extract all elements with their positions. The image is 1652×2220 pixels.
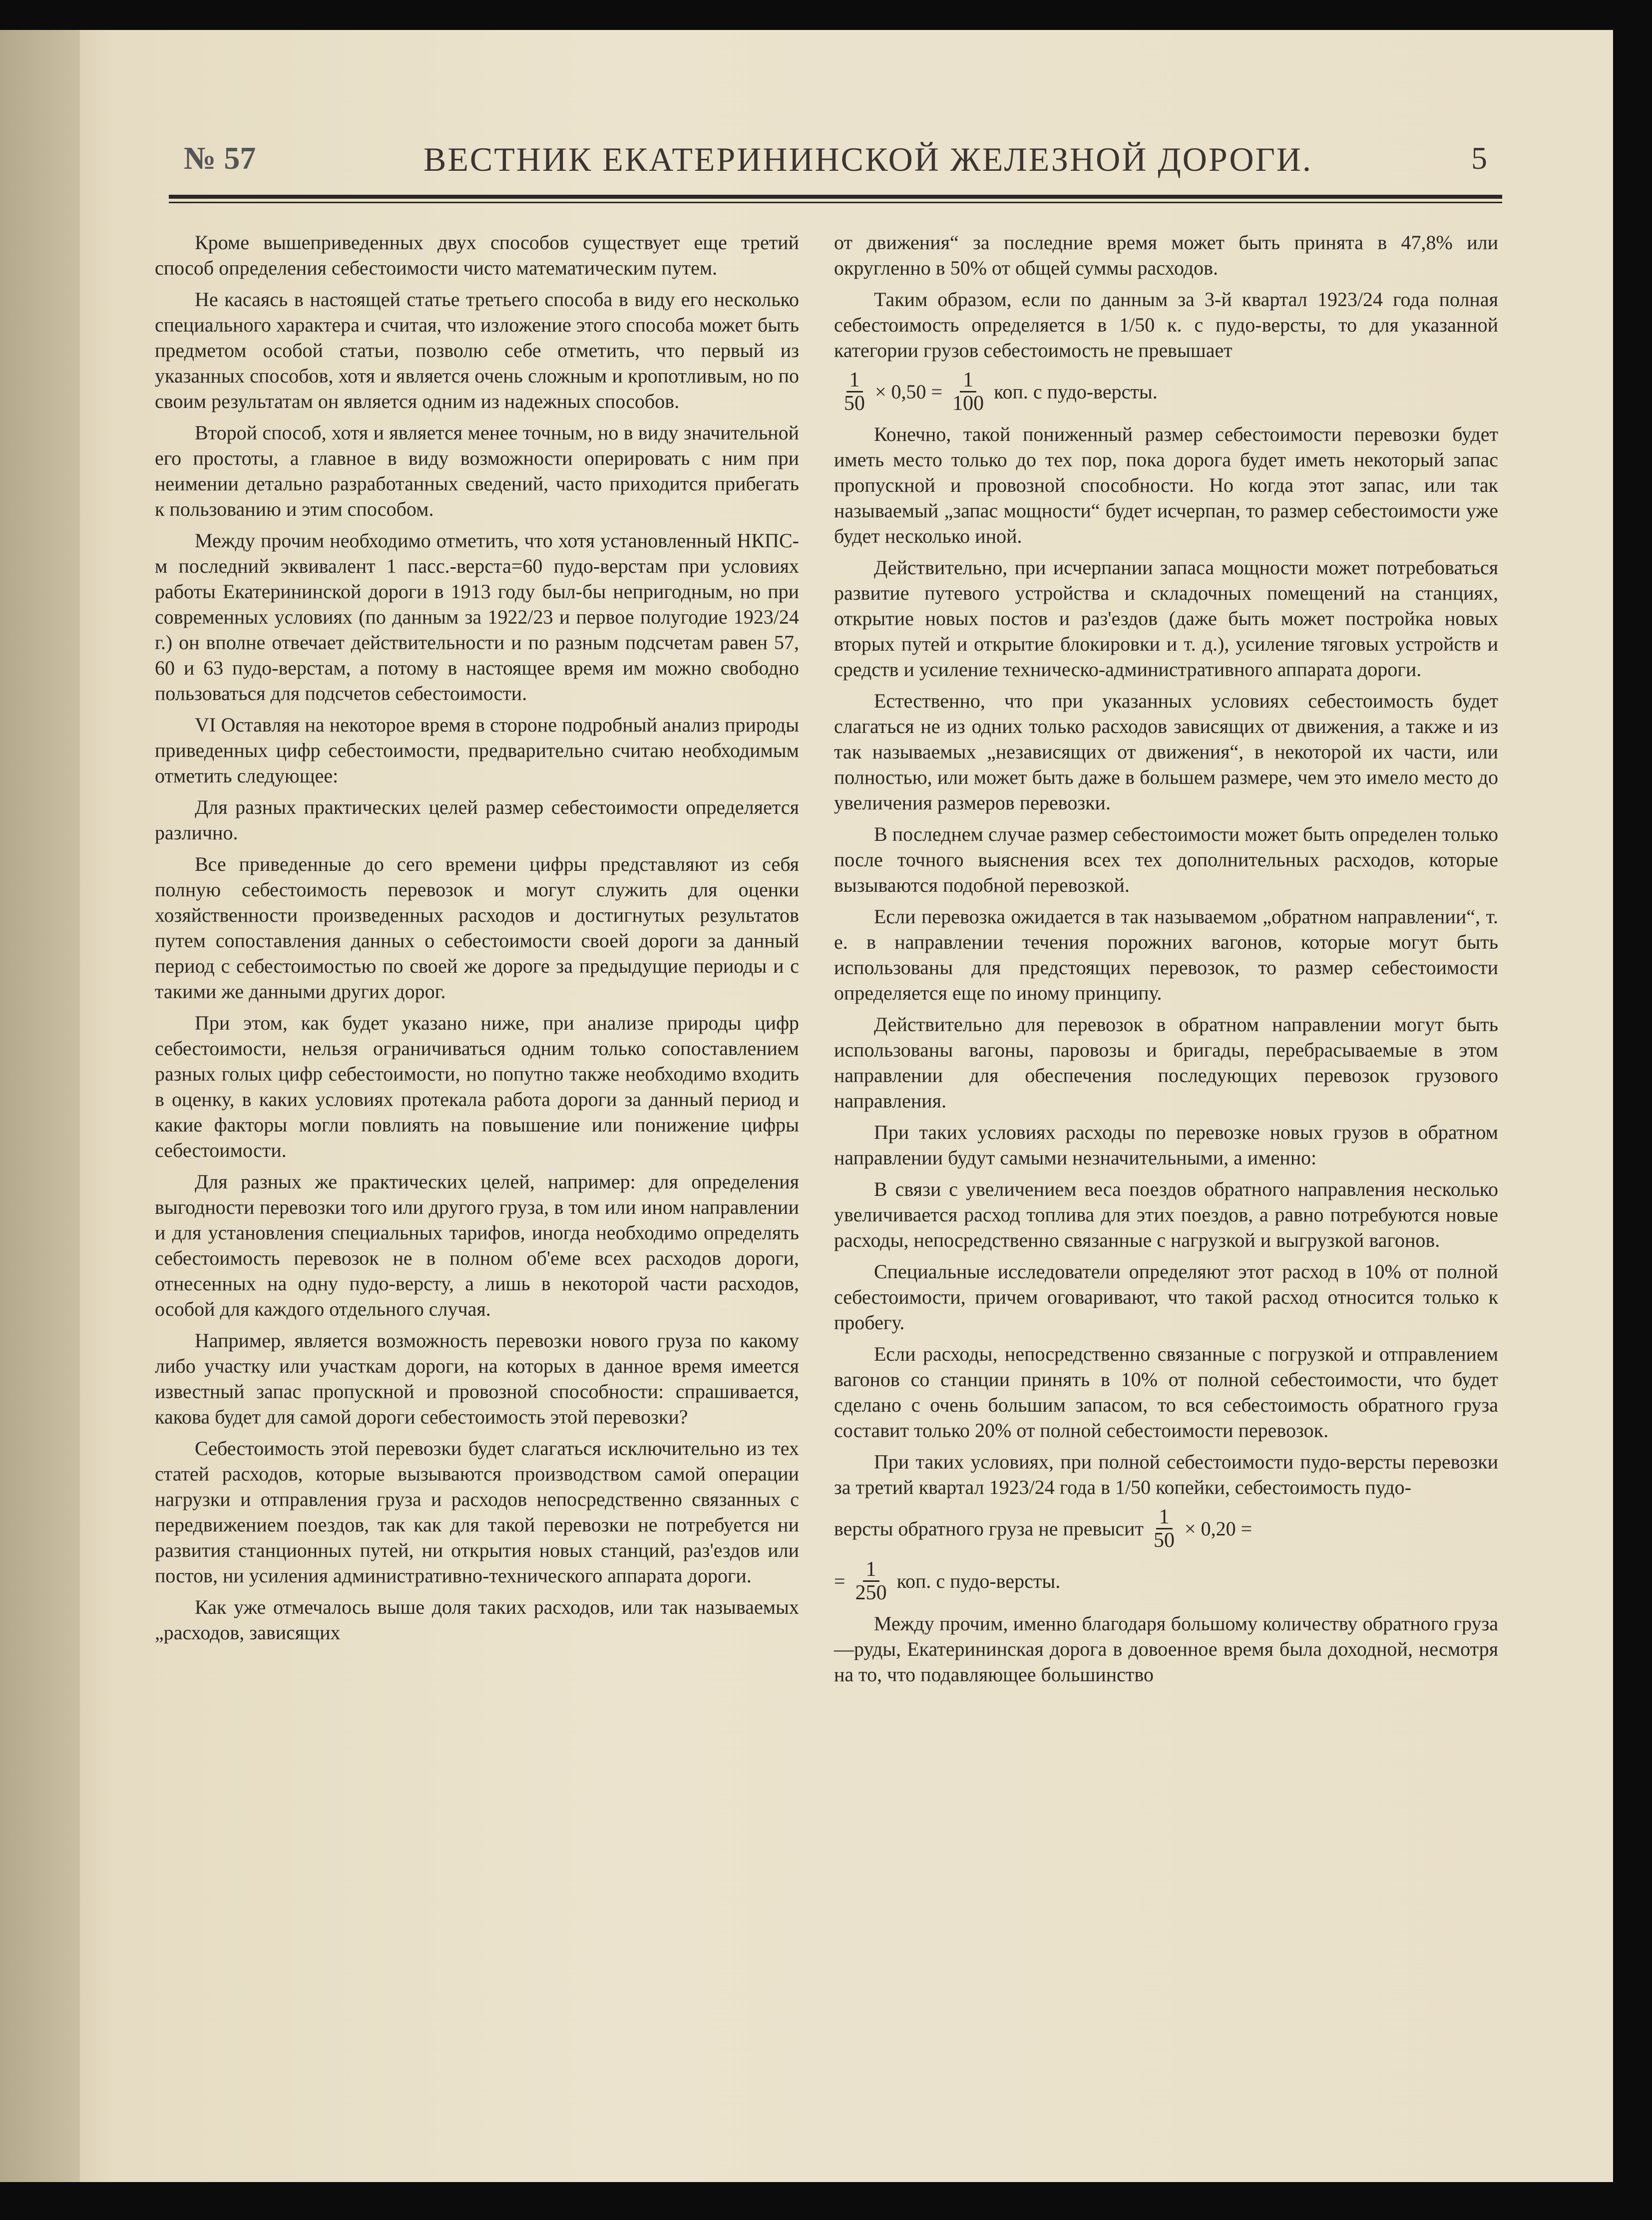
- paragraph: Для разных практических целей размер себестоимости определяется различно.: [155, 796, 799, 844]
- denominator: 100: [952, 392, 984, 415]
- formula-text: версты обратного груза не превысит: [834, 1517, 1144, 1540]
- formula-return-cargo: [834, 1506, 1498, 1551]
- journal-title: ВЕСТНИК ЕКАТЕРИНИНСКОЙ ЖЕЛЕЗНОЙ ДОРОГИ.: [423, 140, 1313, 178]
- paragraph: Не касаясь в настоящей статье третьего способа в виду его несколько специального характера и считая, что изложение этого способа может быть предметом особой статьи, позволю себе отметить, что первый из указанных способов, хотя и является очень сложным и кропотливым, но по своим результатам он является одним из надежных способов.: [155, 288, 799, 412]
- paragraph: Действительно для перевозок в обратном направлении могут быть использованы вагоны, паровозы и бригады, перебрасываемые в этом направлении для обеспечения последующих перевозок грузового направления.: [834, 1013, 1498, 1112]
- paragraph: Если расходы, непосредственно связанные с погрузкой и отправлением вагонов со станции принять в 10% от полной себестоимости, что будет сделано с очень большим запасом, то вся себестоимость обратного груза составит только 20% от полной себестоимости перевозок.: [834, 1343, 1498, 1442]
- fraction: [841, 369, 868, 414]
- journal-page: [0, 30, 1613, 2182]
- paragraph: При таких условиях расходы по перевозке новых грузов в обратном направлении будут самыми незначительными, а именно:: [834, 1121, 1498, 1169]
- header-rule-thin: [169, 202, 1502, 203]
- paragraph: Для разных же практических целей, например: для определения выгодности перевозки того или другого груза, в том или ином направлении и для установления специальных тарифов, иногда необходимо определять себестоимость перевозок не в полном об'еме всех расходов дороги, отнесенных на одну пудо-версту, а лишь в некоторой части расходов, особой для каждого отдельного случая.: [155, 1170, 799, 1320]
- paragraph: В связи с увеличением веса поездов обратного направления несколько увеличивается расход топлива для этих поездов, а равно потребуются новые расходы, непосредственно связанные с нагрузкой и выгрузкой вагонов.: [834, 1178, 1498, 1251]
- formula-operator: × 0,20 =: [1185, 1517, 1252, 1540]
- page-header: [159, 140, 1507, 185]
- page-number: 5: [1471, 140, 1487, 176]
- paragraph: Таким образом, если по данным за 3-й квартал 1923/24 года полная себестоимость определяется в 1/50 к. с пудо-версты, то для указанной категории грузов себестоимость не превышает: [834, 288, 1498, 362]
- formula-unit: коп. с пудо-версты.: [896, 1570, 1061, 1592]
- left-column: [155, 230, 799, 2177]
- numerator: 1: [846, 369, 863, 392]
- formula-operator: × 0,50 =: [875, 380, 943, 403]
- formula-operator: =: [834, 1570, 845, 1592]
- paragraph: При таких условиях, при полной себестоимости пудо-версты перевозки за третий квартал 1923/24 года в 1/50 копейки, себестоимость пудо-: [834, 1451, 1498, 1498]
- formula-return-cargo-result: [834, 1558, 1498, 1604]
- fraction: [1151, 1506, 1178, 1551]
- numerator: 1: [1156, 1506, 1173, 1529]
- paragraph: Конечно, такой пониженный размер себестоимости перевозки будет иметь место только до тех пор, пока дорога будет иметь некоторый запас пропускной и провозной способности. Но когда этот запас, или так называемый „запас мощности“ будет исчерпан, то размер себестоимости уже будет несколько иной.: [834, 423, 1498, 547]
- paragraph: VI Оставляя на некоторое время в стороне подробный анализ природы приведенных цифр себестоимости, предварительно считаю необходимым отметить следующее:: [155, 714, 799, 787]
- adjacent-page-edge: [0, 30, 80, 2182]
- right-column: [834, 230, 1498, 2177]
- numerator: 1: [863, 1558, 879, 1582]
- paragraph: от движения“ за последние время может быть принята в 47,8% или округленно в 50% от общей суммы расходов.: [834, 231, 1498, 279]
- fraction: [852, 1558, 890, 1604]
- paragraph: Кроме вышеприведенных двух способов существует еще третий способ определения себестоимости чисто математическим путем.: [155, 231, 799, 279]
- numerator: 1: [960, 369, 976, 392]
- denominator: 50: [844, 392, 865, 415]
- denominator: 50: [1154, 1529, 1175, 1552]
- paragraph: Все приведенные до сего времени цифры представляют из себя полную себестоимость перевозок и могут служить для оценки хозяйственности произведенных расходов и достигнутых результатов путем сопоставления данных о себестоимости своей дороги за данный период с себестоимостью по своей же дороге за предыдущие периоды и с такими же данными других дорог.: [155, 853, 799, 1003]
- issue-number: № 57: [184, 140, 256, 176]
- paragraph: Естественно, что при указанных условиях себестоимость будет слагаться не из одних только расходов зависящих от движения, а также и из так называемых „независящих от движения“, в некоторой их части, или полностью, или может быть даже в большем размере, чем это имело место до увеличения размеров перевозки.: [834, 690, 1498, 814]
- paragraph: При этом, как будет указано ниже, при анализе природы цифр себестоимости, нельзя ограничиваться одним только сопоставлением разных голых цифр себестоимости, но попутно также необходимо входить в оценку, в каких условиях протекала работа дороги за данный период и какие факторы могли повлиять на повышение или понижение цифры себестоимости.: [155, 1012, 799, 1161]
- paragraph: Если перевозка ожидается в так называемом „обратном направлении“, т. е. в направлении течения порожних вагонов, которые могут быть использованы для предстоящих перевозок, то размер себестоимости определяется еще по иному принципу.: [834, 905, 1498, 1004]
- paragraph: Специальные исследователи определяют этот расход в 10% от полной себестоимости, причем оговаривают, что такой расход относится только к пробегу.: [834, 1260, 1498, 1334]
- paragraph: Между прочим, именно благодаря большому количеству обратного груза—руды, Екатерининская дорога в довоенное время была доходной, несмотря на то, что подавляющее большинство: [834, 1612, 1498, 1686]
- paragraph: Как уже отмечалось выше доля таких расходов, или так называемых „расходов, зависящих: [155, 1596, 799, 1644]
- paragraph: Между прочим необходимо отметить, что хотя установленный НКПС-м последний эквивалент 1 пасс.-верста=60 пудо-верстам при условиях работы Екатерининской дороги в 1913 году был-бы непригодным, но при современных условиях (по данным за 1922/23 и первое полугодие 1923/24 г.) он вполне отвечает действительности и по разным подсчетам равен 57, 60 и 63 пудо-верстам, а потому в настоящее время им можно свободно пользоваться для подсчетов себестоимости.: [155, 529, 799, 705]
- formula-unit: коп. с пудо-версты.: [994, 380, 1158, 403]
- denominator: 250: [855, 1581, 887, 1604]
- paragraph: Второй способ, хотя и является менее точным, но в виду значительной его простоты, а главное в виду возможности оперировать с ним при неимении детально разработанных сведений, часто приходится прибегать к пользованию и этим способом.: [155, 421, 799, 520]
- paragraph: В последнем случае размер себестоимости может быть определен только после точного выяснения всех тех дополнительных расходов, которые вызываются подобной перевозкой.: [834, 823, 1498, 896]
- paragraph: Например, является возможность перевозки нового груза по какому либо участку или участкам дороги, на которых в данное время имеется известный запас пропускной и провозной способности: спрашивается, какова будет для самой дороги себестоимость этой перевозки?: [155, 1329, 799, 1428]
- header-rule: [169, 195, 1502, 199]
- paragraph: Себестоимость этой перевозки будет слагаться исключительно из тех статей расходов, которые вызываются производством самой операции нагрузки и отправления груза и расходов непосредственно связанных с передвижением поездов, так как для такой перевозки не потребуется ни развития станционных путей, ни открытия новых станций, раз'ездов или постов, ни усиления административно-технического аппарата дороги.: [155, 1437, 799, 1587]
- formula-cost-estimate: [834, 369, 1498, 414]
- paragraph: Действительно, при исчерпании запаса мощности может потребоваться развитие путевого устройства и складочных помещений на станциях, открытие новых постов и раз'ездов (даже быть может постройка новых вторых путей и открытие блокировки и т. д.), усиление тяговых устройств и средств и усиление техническо-административного аппарата дороги.: [834, 556, 1498, 681]
- fraction: [949, 369, 987, 414]
